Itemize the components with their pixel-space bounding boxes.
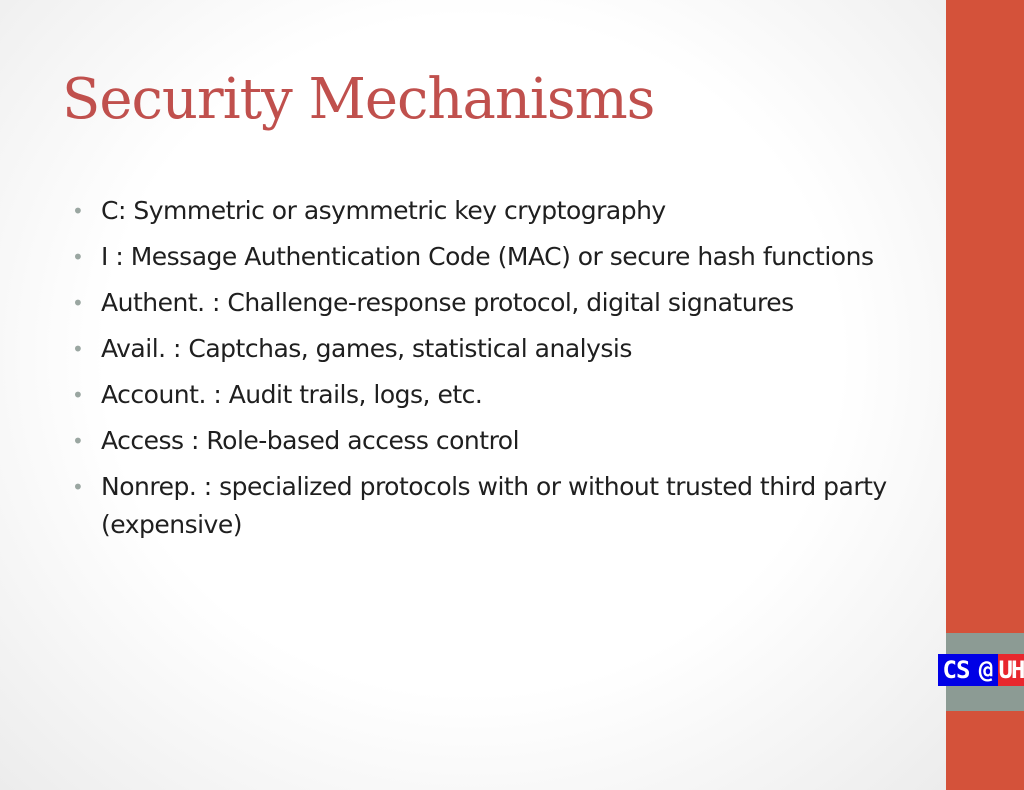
- bullet-item: [72, 238, 887, 276]
- bullet-marker-icon: •: [72, 291, 84, 315]
- bullet-text: I : Message Authentication Code (MAC) or secure hash functions: [101, 242, 874, 271]
- bullet-marker-icon: •: [72, 475, 84, 499]
- bullet-text: Account. : Audit trails, logs, etc.: [101, 380, 483, 409]
- bullet-marker-icon: •: [72, 199, 84, 223]
- cs-at-uh-logo: [938, 654, 1024, 686]
- bullet-item: [72, 468, 887, 544]
- bullet-item: [72, 284, 887, 322]
- bullet-text: C: Symmetric or asymmetric key cryptography: [101, 196, 666, 225]
- bullet-marker-icon: •: [72, 383, 84, 407]
- bullet-marker-icon: •: [72, 245, 84, 269]
- bullet-item: [72, 330, 887, 368]
- bullet-list: [72, 192, 887, 552]
- bullet-item: [72, 376, 887, 414]
- bullet-text: Access : Role-based access control: [101, 426, 520, 455]
- logo-uh-text: UH: [998, 656, 1024, 684]
- bullet-text: Nonrep. : specialized protocols with or without trusted third party (expensive): [101, 472, 887, 539]
- bullet-item: [72, 422, 887, 460]
- bullet-text: Authent. : Challenge-response protocol, digital signatures: [101, 288, 794, 317]
- bullet-text: Avail. : Captchas, games, statistical analysis: [101, 334, 632, 363]
- bullet-marker-icon: •: [72, 429, 84, 453]
- logo-cs-text: CS: [938, 654, 974, 686]
- slide-title: Security Mechanisms: [62, 67, 655, 132]
- bullet-marker-icon: •: [72, 337, 84, 361]
- bullet-item: [72, 192, 887, 230]
- logo-at-text: @: [974, 654, 998, 686]
